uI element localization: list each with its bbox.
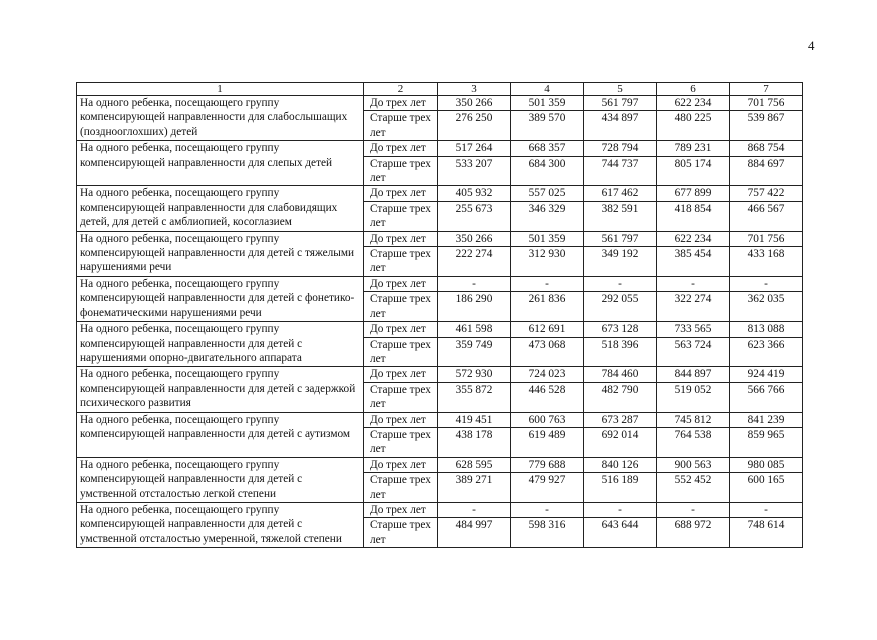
column-header: 5	[584, 83, 657, 96]
value-cell: 552 452	[657, 473, 730, 503]
value-cell: 518 396	[584, 337, 657, 367]
row-description: На одного ребенка, посещающего группу компенсирующей направленности для слепых детей	[77, 141, 364, 186]
value-cell: 677 899	[657, 186, 730, 201]
value-cell: 924 419	[730, 367, 803, 382]
value-cell: 805 174	[657, 156, 730, 186]
value-cell: 600 763	[511, 412, 584, 427]
age-group-cell: Старше трех лет	[364, 111, 438, 141]
table-row	[77, 322, 803, 337]
value-cell: 292 055	[584, 292, 657, 322]
age-group-cell: До трех лет	[364, 141, 438, 156]
value-cell: 186 290	[438, 292, 511, 322]
age-group-cell: Старше трех лет	[364, 156, 438, 186]
value-cell: 840 126	[584, 457, 657, 472]
row-description: На одного ребенка, посещающего группу компенсирующей направленности для детей с умственной отсталостью умеренной, тяжелой степени	[77, 502, 364, 547]
value-cell: 539 867	[730, 111, 803, 141]
value-cell: 859 965	[730, 427, 803, 457]
column-header: 1	[77, 83, 364, 96]
value-cell: 841 239	[730, 412, 803, 427]
value-cell: 438 178	[438, 427, 511, 457]
value-cell: 359 749	[438, 337, 511, 367]
value-cell: 484 997	[438, 518, 511, 548]
value-cell: 255 673	[438, 201, 511, 231]
age-group-cell: Старше трех лет	[364, 201, 438, 231]
value-cell: 813 088	[730, 322, 803, 337]
value-cell: 623 366	[730, 337, 803, 367]
value-cell: 382 591	[584, 201, 657, 231]
value-cell: 884 697	[730, 156, 803, 186]
row-description: На одного ребенка, посещающего группу компенсирующей направленности для слабовидящих детей, для детей с амблиопией, косоглазием	[77, 186, 364, 231]
value-cell: 419 451	[438, 412, 511, 427]
table-header-row	[77, 83, 803, 96]
value-cell: 643 644	[584, 518, 657, 548]
value-cell: 350 266	[438, 231, 511, 246]
age-group-cell: До трех лет	[364, 502, 438, 517]
value-cell: -	[511, 276, 584, 291]
value-cell: 557 025	[511, 186, 584, 201]
value-cell: 980 085	[730, 457, 803, 472]
value-cell: -	[438, 276, 511, 291]
value-cell: 473 068	[511, 337, 584, 367]
page-number: 4	[808, 38, 815, 53]
row-description: На одного ребенка, посещающего группу компенсирующей направленности для детей с задержкой психического развития	[77, 367, 364, 412]
value-cell: 433 168	[730, 247, 803, 277]
value-cell: -	[584, 276, 657, 291]
age-group-cell: До трех лет	[364, 231, 438, 246]
value-cell: 612 691	[511, 322, 584, 337]
table-row	[77, 276, 803, 291]
value-cell: 563 724	[657, 337, 730, 367]
value-cell: 561 797	[584, 231, 657, 246]
value-cell: 385 454	[657, 247, 730, 277]
value-cell: 261 836	[511, 292, 584, 322]
value-cell: 501 359	[511, 96, 584, 111]
value-cell: 418 854	[657, 201, 730, 231]
value-cell: 600 165	[730, 473, 803, 503]
column-header: 4	[511, 83, 584, 96]
value-cell: 757 422	[730, 186, 803, 201]
value-cell: 355 872	[438, 382, 511, 412]
value-cell: 517 264	[438, 141, 511, 156]
value-cell: 748 614	[730, 518, 803, 548]
value-cell: 622 234	[657, 231, 730, 246]
value-cell: 622 234	[657, 96, 730, 111]
value-cell: -	[730, 502, 803, 517]
value-cell: -	[657, 276, 730, 291]
value-cell: 701 756	[730, 231, 803, 246]
value-cell: 673 128	[584, 322, 657, 337]
age-group-cell: Старше трех лет	[364, 382, 438, 412]
age-group-cell: Старше трех лет	[364, 473, 438, 503]
value-cell: 501 359	[511, 231, 584, 246]
column-header: 3	[438, 83, 511, 96]
value-cell: 322 274	[657, 292, 730, 322]
value-cell: 598 316	[511, 518, 584, 548]
row-description: На одного ребенка, посещающего группу компенсирующей направленности для слабослышащих (позднооглохших) детей	[77, 96, 364, 141]
value-cell: -	[584, 502, 657, 517]
row-description: На одного ребенка, посещающего группу компенсирующей направленности для детей с умственной отсталостью легкой степени	[77, 457, 364, 502]
value-cell: 728 794	[584, 141, 657, 156]
age-group-cell: До трех лет	[364, 96, 438, 111]
table-row	[77, 186, 803, 201]
column-header: 6	[657, 83, 730, 96]
value-cell: 434 897	[584, 111, 657, 141]
value-cell: 784 460	[584, 367, 657, 382]
value-cell: 692 014	[584, 427, 657, 457]
value-cell: 389 271	[438, 473, 511, 503]
age-group-cell: Старше трех лет	[364, 292, 438, 322]
value-cell: 572 930	[438, 367, 511, 382]
age-group-cell: До трех лет	[364, 322, 438, 337]
value-cell: 733 565	[657, 322, 730, 337]
row-description: На одного ребенка, посещающего группу компенсирующей направленности для детей с тяжелыми нарушениями речи	[77, 231, 364, 276]
value-cell: 389 570	[511, 111, 584, 141]
value-cell: 900 563	[657, 457, 730, 472]
value-cell: 561 797	[584, 96, 657, 111]
value-cell: -	[511, 502, 584, 517]
age-group-cell: До трех лет	[364, 276, 438, 291]
value-cell: 362 035	[730, 292, 803, 322]
value-cell: 405 932	[438, 186, 511, 201]
value-cell: 744 737	[584, 156, 657, 186]
table-row	[77, 96, 803, 111]
value-cell: 844 897	[657, 367, 730, 382]
value-cell: 673 287	[584, 412, 657, 427]
age-group-cell: Старше трех лет	[364, 337, 438, 367]
value-cell: 482 790	[584, 382, 657, 412]
value-cell: -	[657, 502, 730, 517]
column-header: 7	[730, 83, 803, 96]
value-cell: 789 231	[657, 141, 730, 156]
value-cell: 312 930	[511, 247, 584, 277]
value-cell: 628 595	[438, 457, 511, 472]
value-cell: 466 567	[730, 201, 803, 231]
value-cell: 764 538	[657, 427, 730, 457]
value-cell: 668 357	[511, 141, 584, 156]
value-cell: 566 766	[730, 382, 803, 412]
row-description: На одного ребенка, посещающего группу компенсирующей направленности для детей с нарушениями опорно-двигательного аппарата	[77, 322, 364, 367]
value-cell: 724 023	[511, 367, 584, 382]
value-cell: 519 052	[657, 382, 730, 412]
row-description: На одного ребенка, посещающего группу компенсирующей направленности для детей с фонетико-фонематическими нарушениями речи	[77, 276, 364, 321]
age-group-cell: Старше трех лет	[364, 427, 438, 457]
table-row	[77, 367, 803, 382]
value-cell: 479 927	[511, 473, 584, 503]
value-cell: 446 528	[511, 382, 584, 412]
value-cell: 684 300	[511, 156, 584, 186]
table-row	[77, 502, 803, 517]
age-group-cell: Старше трех лет	[364, 518, 438, 548]
value-cell: 276 250	[438, 111, 511, 141]
value-cell: 461 598	[438, 322, 511, 337]
value-cell: 222 274	[438, 247, 511, 277]
column-header: 2	[364, 83, 438, 96]
value-cell: 868 754	[730, 141, 803, 156]
age-group-cell: До трех лет	[364, 186, 438, 201]
value-cell: -	[438, 502, 511, 517]
value-cell: 349 192	[584, 247, 657, 277]
value-cell: 346 329	[511, 201, 584, 231]
value-cell: 745 812	[657, 412, 730, 427]
age-group-cell: До трех лет	[364, 457, 438, 472]
cost-table	[76, 82, 803, 548]
value-cell: 701 756	[730, 96, 803, 111]
value-cell: 516 189	[584, 473, 657, 503]
table-row	[77, 457, 803, 472]
value-cell: 688 972	[657, 518, 730, 548]
value-cell: 619 489	[511, 427, 584, 457]
value-cell: 480 225	[657, 111, 730, 141]
age-group-cell: Старше трех лет	[364, 247, 438, 277]
value-cell: 779 688	[511, 457, 584, 472]
table-row	[77, 141, 803, 156]
table-row	[77, 412, 803, 427]
value-cell: 533 207	[438, 156, 511, 186]
age-group-cell: До трех лет	[364, 412, 438, 427]
table-row	[77, 231, 803, 246]
row-description: На одного ребенка, посещающего группу компенсирующей направленности для детей с аутизмом	[77, 412, 364, 457]
age-group-cell: До трех лет	[364, 367, 438, 382]
value-cell: 350 266	[438, 96, 511, 111]
value-cell: 617 462	[584, 186, 657, 201]
value-cell: -	[730, 276, 803, 291]
